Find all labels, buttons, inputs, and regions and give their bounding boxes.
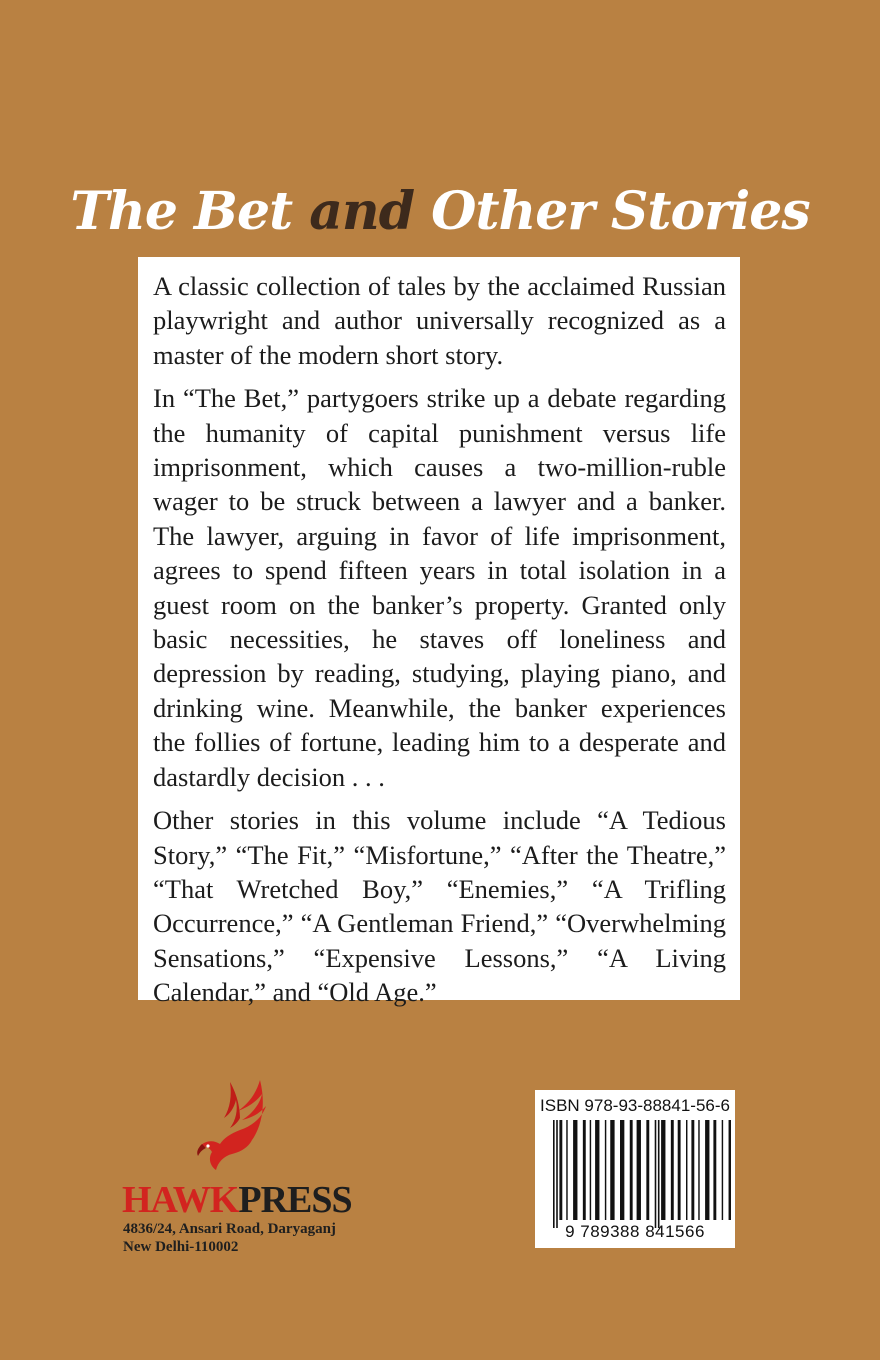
barcode-bar bbox=[729, 1120, 731, 1220]
publisher-name-press: PRESS bbox=[238, 1179, 352, 1221]
barcode-panel bbox=[535, 1090, 735, 1248]
barcode-bar bbox=[661, 1120, 665, 1220]
barcode-bars bbox=[539, 1120, 731, 1232]
barcode-bar bbox=[658, 1120, 660, 1228]
barcode-bar bbox=[583, 1120, 586, 1220]
barcode-bar bbox=[590, 1120, 591, 1220]
barcode-bar bbox=[605, 1120, 606, 1220]
barcode-bar bbox=[595, 1120, 599, 1220]
publisher-name-hawk: HAWK bbox=[122, 1179, 239, 1221]
barcode-bar bbox=[646, 1120, 649, 1220]
blurb-paragraph-other-stories: Other stories in this volume include “A Tedious Story,” “The Fit,” “Misfortune,” “After the Theatre,” “That Wretched Boy,” “Enemies,” “A Trifling Occurrence,” “A Gentleman Friend,” “Overwhelming Sensations,” “Expensive Lessons,” “A Living Calendar,” and “Old Age.” bbox=[153, 805, 726, 1008]
barcode-digits: 9 789388 841566 bbox=[565, 1222, 705, 1241]
barcode-bar bbox=[630, 1120, 633, 1220]
barcode-bar bbox=[705, 1120, 709, 1220]
barcode-bar bbox=[620, 1120, 624, 1220]
barcode-bar bbox=[637, 1120, 641, 1220]
barcode-bar bbox=[722, 1120, 723, 1220]
hawk-logo-icon bbox=[190, 1080, 280, 1180]
barcode-bar bbox=[713, 1120, 716, 1220]
barcode-bar bbox=[686, 1120, 687, 1220]
title-part-the-bet: The Bet bbox=[70, 181, 293, 242]
blurb-paragraph-intro: A classic collection of tales by the acclaimed Russian playwright and author universally recognized as a master of the modern short story. bbox=[153, 271, 726, 370]
blurb-paragraph-the-bet: In “The Bet,” partygoers strike up a debate regarding the humanity of capital punishment versus life imprisonment, which causes a two-million-ruble wager to be struck between a lawyer and a banker. The lawyer, arguing in favor of life imprisonment, agrees to spend fifteen years in total isolation in a guest room on the banker’s property. Granted only basic necessities, he staves off loneliness and depression by reading, studying, playing piano, and drinking wine. Meanwhile, the banker experiences the follies of fortune, leading him to a desperate and dastardly decision . . . bbox=[153, 383, 726, 792]
barcode-bar bbox=[553, 1120, 555, 1228]
publisher-address-line2: New Delhi-110002 bbox=[123, 1239, 239, 1255]
publisher-address-line1: 4836/24, Ansari Road, Daryaganj bbox=[123, 1221, 336, 1237]
blurb-panel bbox=[138, 257, 740, 1008]
publisher-name bbox=[122, 1180, 352, 1220]
title-part-other-stories: Other Stories bbox=[431, 181, 810, 242]
barcode-bar bbox=[691, 1120, 694, 1220]
barcode-bar bbox=[655, 1120, 657, 1228]
book-title bbox=[0, 172, 880, 252]
barcode-bar bbox=[698, 1120, 699, 1220]
barcode-bar bbox=[573, 1120, 577, 1220]
title-part-and: and bbox=[309, 181, 415, 242]
barcode-bar bbox=[556, 1120, 558, 1228]
barcode-bar bbox=[566, 1120, 567, 1220]
barcode-bar bbox=[678, 1120, 681, 1220]
barcode-bar bbox=[610, 1120, 614, 1220]
barcode-bar bbox=[559, 1120, 562, 1220]
isbn-label: ISBN 978-93-88841-56-6 bbox=[540, 1096, 730, 1115]
barcode-bar bbox=[671, 1120, 674, 1220]
